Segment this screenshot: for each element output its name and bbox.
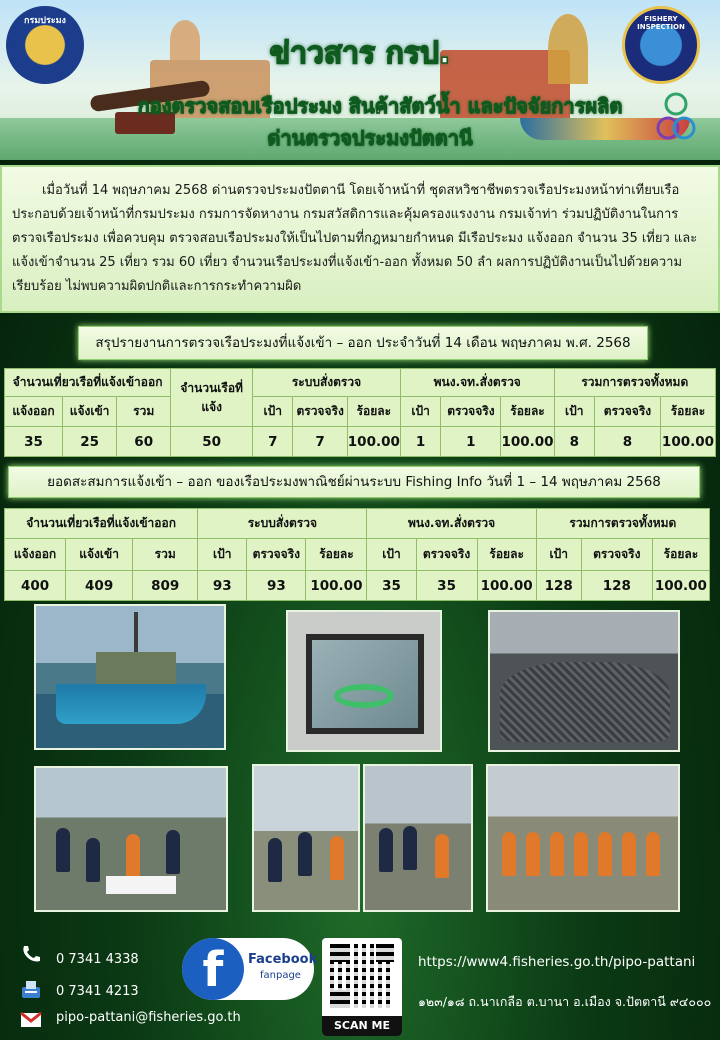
value-total-actual: 128 xyxy=(581,571,652,601)
photo-fishing-boat xyxy=(34,604,226,750)
daily-report-title: สรุปรายงานการตรวจเรือประมงที่แจ้งเข้า – ออก ประจำวันที่ 14 เดือน พฤษภาคม พ.ศ. 2568 xyxy=(78,326,648,360)
scan-me-label: SCAN ME xyxy=(322,1016,402,1036)
value-system-target: 93 xyxy=(198,571,247,601)
sub-in: แจ้งเข้า xyxy=(66,539,133,571)
value-officer-actual: 35 xyxy=(416,571,477,601)
cumulative-report-title: ยอดสะสมการแจ้งเข้า – ออก ของเรือประมงพาณิชย์ผ่านระบบ Fishing Info วันที่ 1 – 14 พฤษภาคม 2568 xyxy=(8,466,700,498)
sub-in: แจ้งเข้า xyxy=(63,397,117,427)
daily-report-table xyxy=(4,368,716,457)
knot-emblem-icon xyxy=(656,90,696,150)
facebook-label: Facebook xyxy=(248,952,318,967)
crew-figure xyxy=(502,832,516,876)
crew-figure xyxy=(435,834,449,878)
facebook-fanpage-badge[interactable] xyxy=(182,938,318,1000)
phone-number[interactable]: 0 7341 4338 xyxy=(56,952,139,967)
sub-target: เป้า xyxy=(536,539,581,571)
header-banner xyxy=(0,0,720,160)
header-trips: จำนวนเที่ยวเรือที่แจ้งเข้าออก xyxy=(5,509,198,539)
photo-fishing-net xyxy=(488,610,680,752)
net-pile xyxy=(500,662,670,742)
crew-figure xyxy=(126,834,140,878)
sub-pct: ร้อยละ xyxy=(501,397,554,427)
header-total: รวมการตรวจทั้งหมด xyxy=(554,369,715,397)
value-out: 400 xyxy=(5,571,66,601)
crew-figure xyxy=(622,832,636,876)
crew-figure xyxy=(526,832,540,876)
sub-sum: รวม xyxy=(117,397,171,427)
value-officer-target: 1 xyxy=(400,427,440,457)
office-address: ๑๒๓/๑๘ ถ.นาเกลือ ต.บานา อ.เมือง จ.ปัตตานี ๙๔๐๐๐ xyxy=(418,994,712,1009)
officer-figure xyxy=(166,830,180,874)
value-officer-pct: 100.00 xyxy=(501,427,554,457)
value-system-pct: 100.00 xyxy=(306,571,367,601)
sub-out: แจ้งออก xyxy=(5,539,66,571)
sub-actual: ตรวจจริง xyxy=(581,539,652,571)
sub-pct: ร้อยละ xyxy=(306,539,367,571)
pagoda-illustration xyxy=(548,14,588,84)
email-address[interactable]: pipo-pattani@fisheries.go.th xyxy=(56,1010,241,1025)
sub-actual: ตรวจจริง xyxy=(594,397,660,427)
officer-figure xyxy=(56,828,70,872)
crew-figure xyxy=(330,836,344,880)
value-officer-actual: 1 xyxy=(441,427,501,457)
green-hose xyxy=(334,684,394,708)
sub-actual: ตรวจจริง xyxy=(416,539,477,571)
fax-icon xyxy=(20,980,42,1000)
sub-target: เป้า xyxy=(198,539,247,571)
sub-actual: ตรวจจริง xyxy=(441,397,501,427)
phone-icon xyxy=(20,944,42,964)
photo-document-check xyxy=(34,766,228,912)
value-total-pct: 100.00 xyxy=(652,571,709,601)
value-in: 409 xyxy=(66,571,133,601)
photo-fish-hold xyxy=(286,610,442,752)
department-of-fisheries-logo: กรมประมง xyxy=(6,6,84,84)
crew-figure xyxy=(550,832,564,876)
documents-on-table xyxy=(106,876,176,894)
photo-crew-inspection-1 xyxy=(252,764,360,912)
sub-target: เป้า xyxy=(554,397,594,427)
officer-figure xyxy=(268,838,282,882)
intro-paragraph: เมื่อวันที่ 14 พฤษภาคม 2568 ด่านตรวจประมงปัตตานี โดยเจ้าหน้าที่ ชุดสหวิชาชีพตรวจเรือประมงหน้าท่าเทียบเรือ ประกอบด้วยเจ้าหน้าที่กรมประมง กรมการจัดหางาน กรมสวัสดิการและคุ้มครองแรงงาน กรมเจ้าท่า ร่วมปฏิบัติงานในการตรวจเรือประมง เพื่อควบคุม ตรวจสอบเรือประมงให้เป็นไปตามที่กฎหมายกำหนด มีเรือประมง แจ้งออก จำนวน 35 เที่ยว และแจ้งเข้าจำนวน 25 เที่ยว รวม 60 เที่ยว จำนวนเรือประมงที่แจ้งเข้า-ออก ทั้งหมด 50 ลำ ผลการปฏิบัติงานเป็นไปด้วยความเรียบร้อย ไม่พบความผิดปกติและการกระทำความผิด xyxy=(0,165,720,313)
officer-figure xyxy=(403,826,417,870)
value-sum: 809 xyxy=(133,571,198,601)
value-total-target: 128 xyxy=(536,571,581,601)
header-trips: จำนวนเที่ยวเรือที่แจ้งเข้าออก xyxy=(5,369,171,397)
value-boats: 50 xyxy=(171,427,253,457)
sub-pct: ร้อยละ xyxy=(477,539,536,571)
newsletter-title: ข่าวสาร กรป. xyxy=(269,36,451,71)
value-total-actual: 8 xyxy=(594,427,660,457)
qr-code-badge[interactable] xyxy=(322,938,402,1036)
value-in: 25 xyxy=(63,427,117,457)
header-officer: พนง.จท.สั่งตรวจ xyxy=(400,369,554,397)
fanpage-label: fanpage xyxy=(260,970,301,981)
division-title: กองตรวจสอบเรือประมง สินค้าสัตว์น้ำ และปัจจัยการผลิต xyxy=(137,94,623,118)
value-total-pct: 100.00 xyxy=(660,427,715,457)
value-system-actual: 7 xyxy=(293,427,347,457)
sub-sum: รวม xyxy=(133,539,198,571)
header-officer: พนง.จท.สั่งตรวจ xyxy=(367,509,536,539)
value-officer-target: 35 xyxy=(367,571,416,601)
officer-figure xyxy=(298,832,312,876)
value-sum: 60 xyxy=(117,427,171,457)
sub-actual: ตรวจจริง xyxy=(247,539,306,571)
crew-figure xyxy=(598,832,612,876)
header-system: ระบบสั่งตรวจ xyxy=(253,369,401,397)
boat-hull xyxy=(56,684,206,724)
fax-number[interactable]: 0 7341 4213 xyxy=(56,984,139,999)
sub-target: เป้า xyxy=(253,397,293,427)
fishery-inspection-logo: FISHERY INSPECTION xyxy=(622,6,700,84)
sub-out: แจ้งออก xyxy=(5,397,63,427)
sub-target: เป้า xyxy=(400,397,440,427)
boat-mast xyxy=(134,612,138,656)
qr-code-icon xyxy=(330,944,394,1008)
sub-pct: ร้อยละ xyxy=(660,397,715,427)
website-link[interactable]: https://www4.fisheries.go.th/pipo-pattani xyxy=(418,954,696,970)
email-icon xyxy=(20,1010,42,1030)
sub-pct: ร้อยละ xyxy=(652,539,709,571)
value-out: 35 xyxy=(5,427,63,457)
value-officer-pct: 100.00 xyxy=(477,571,536,601)
officer-figure xyxy=(379,828,393,872)
photo-crew-lineup xyxy=(486,764,680,912)
station-title: ด่านตรวจประมงปัตตานี xyxy=(267,126,473,150)
sub-pct: ร้อยละ xyxy=(347,397,400,427)
value-system-pct: 100.00 xyxy=(347,427,400,457)
photo-crew-inspection-2 xyxy=(363,764,473,912)
value-system-target: 7 xyxy=(253,427,293,457)
boat-cabin xyxy=(96,652,176,686)
value-system-actual: 93 xyxy=(247,571,306,601)
cumulative-report-table xyxy=(4,508,710,601)
facebook-icon: f xyxy=(182,938,244,1000)
header-system: ระบบสั่งตรวจ xyxy=(198,509,367,539)
value-total-target: 8 xyxy=(554,427,594,457)
header-boats: จำนวนเรือที่แจ้ง xyxy=(171,369,253,427)
header-total: รวมการตรวจทั้งหมด xyxy=(536,509,709,539)
crew-figure xyxy=(646,832,660,876)
sub-actual: ตรวจจริง xyxy=(293,397,347,427)
sub-target: เป้า xyxy=(367,539,416,571)
crew-figure xyxy=(574,832,588,876)
officer-figure xyxy=(86,838,100,882)
minaret-illustration xyxy=(170,20,200,60)
